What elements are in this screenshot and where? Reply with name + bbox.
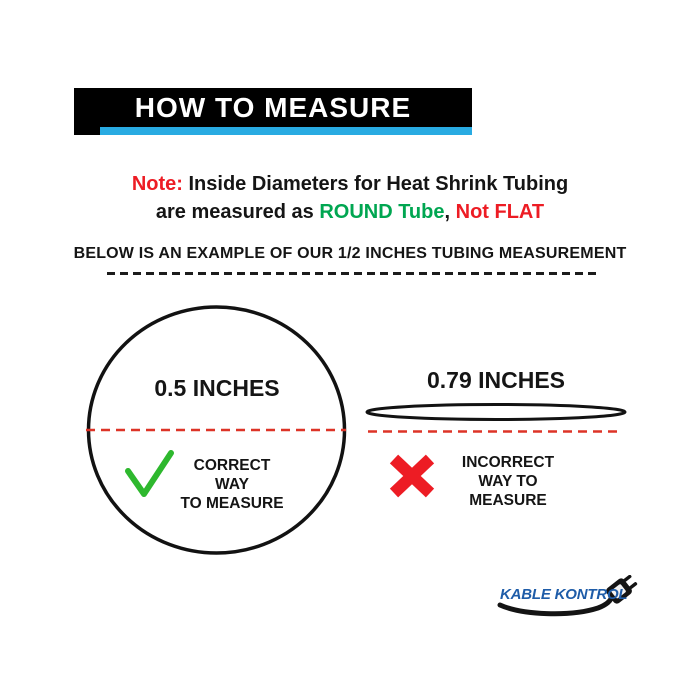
note-label: Note: [131,173,189,195]
incorrect-caption-line3: MEASURE [469,492,547,509]
note-not-flat-text: Not FLAT [455,201,545,223]
brand-logo [492,575,650,620]
note-round-tube-text: ROUND Tube [319,201,445,223]
incorrect-caption-line1: INCORRECT [461,454,555,471]
incorrect-diameter-label: 0.79 INCHES [426,367,566,393]
round-tube-circle [89,307,345,553]
example-heading: BELOW IS AN EXAMPLE OF OUR 1/2 INCHES TUBING MEASUREMENT [73,245,627,262]
note-comma: , [444,201,456,223]
incorrect-caption [452,453,564,510]
incorrect-caption-line2: WAY TO [478,473,538,490]
correct-caption [176,456,288,513]
page-title: HOW TO MEASURE [134,92,412,123]
correct-diameter-label: 0.5 INCHES [154,375,280,401]
correct-caption-line1: CORRECT WAY [193,457,271,493]
correct-caption-line2: TO MEASURE [180,495,284,512]
note-line1-text: Inside Diameters for Heat Shrink Tubing [188,173,569,195]
brand-name: KABLE KONTROL [500,586,628,603]
flat-tube-ellipse [367,405,625,420]
note-line2-prefix: are measured as [155,201,320,223]
